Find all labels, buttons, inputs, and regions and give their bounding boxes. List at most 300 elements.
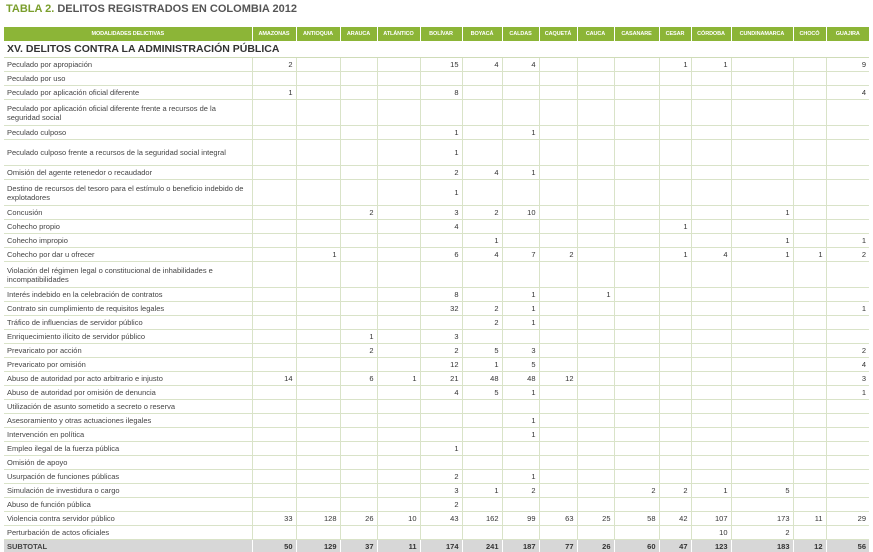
table-cell (659, 358, 691, 372)
table-cell (577, 140, 614, 166)
table-cell (793, 358, 826, 372)
row-label: Perturbación de actos oficiales (4, 526, 252, 540)
row-label: Abuso de autoridad por acto arbitrario e injusto (4, 372, 252, 386)
table-cell (659, 234, 691, 248)
table-cell (539, 220, 577, 234)
table-cell (462, 400, 502, 414)
row-label: Omisión del agente retenedor o recaudador (4, 166, 252, 180)
table-cell (659, 344, 691, 358)
table-cell (377, 234, 420, 248)
table-cell (377, 470, 420, 484)
table-cell: 1 (502, 316, 539, 330)
table-cell (539, 400, 577, 414)
subtotal-cell: 174 (420, 540, 462, 552)
table-cell (340, 526, 377, 540)
table-cell (577, 248, 614, 262)
table-row (4, 330, 869, 344)
table-cell (659, 126, 691, 140)
table-cell (502, 400, 539, 414)
table-cell (296, 498, 340, 512)
table-cell: 11 (793, 512, 826, 526)
table-cell (252, 180, 296, 206)
table-cell (659, 166, 691, 180)
table-cell: 2 (340, 206, 377, 220)
table-cell (462, 526, 502, 540)
table-cell (731, 302, 793, 316)
table-cell: 128 (296, 512, 340, 526)
row-label: Omisión de apoyo (4, 456, 252, 470)
table-cell (659, 526, 691, 540)
table-cell (577, 220, 614, 234)
row-label: Peculado por aplicación oficial diferente frente a recursos de la seguridad social (4, 100, 252, 126)
table-cell: 1 (659, 220, 691, 234)
table-row (4, 526, 869, 540)
table-cell (340, 302, 377, 316)
table-cell (502, 498, 539, 512)
table-cell (691, 456, 731, 470)
table-cell (252, 126, 296, 140)
column-header: GUAJIRA (826, 27, 869, 41)
table-cell (691, 166, 731, 180)
table-cell (577, 386, 614, 400)
table-cell (296, 86, 340, 100)
table-cell (826, 442, 869, 456)
table-cell (577, 470, 614, 484)
table-cell (691, 414, 731, 428)
table-cell (614, 262, 659, 288)
table-cell (731, 140, 793, 166)
table-cell: 21 (420, 372, 462, 386)
table-cell (539, 166, 577, 180)
table-cell: 2 (420, 344, 462, 358)
table-cell: 25 (577, 512, 614, 526)
table-cell (296, 58, 340, 72)
table-cell (731, 72, 793, 86)
table-cell (577, 180, 614, 206)
table-cell (793, 100, 826, 126)
row-label: Destino de recursos del tesoro para el estímulo o beneficio indebido de explotadores (4, 180, 252, 206)
table-cell (731, 288, 793, 302)
table-cell: 162 (462, 512, 502, 526)
table-cell (691, 498, 731, 512)
table-row (4, 288, 869, 302)
table-cell (252, 302, 296, 316)
subtotal-cell: 123 (691, 540, 731, 552)
table-cell (731, 330, 793, 344)
row-label: Violencia contra servidor público (4, 512, 252, 526)
table-cell (462, 442, 502, 456)
table-cell (659, 302, 691, 316)
table-cell (793, 498, 826, 512)
table-cell: 4 (502, 58, 539, 72)
column-header: CESAR (659, 27, 691, 41)
table-cell: 2 (826, 248, 869, 262)
column-header: CAQUETÁ (539, 27, 577, 41)
table-cell: 1 (502, 302, 539, 316)
table-cell (539, 442, 577, 456)
row-label: Cohecho por dar u ofrecer (4, 248, 252, 262)
table-row (4, 58, 869, 72)
table-cell: 4 (420, 386, 462, 400)
table-cell: 10 (377, 512, 420, 526)
column-header: CUNDINAMARCA (731, 27, 793, 41)
table-cell (296, 484, 340, 498)
table-title (6, 3, 297, 19)
table-cell (462, 428, 502, 442)
table-cell (614, 358, 659, 372)
column-header: AMAZONAS (252, 27, 296, 41)
table-cell (539, 302, 577, 316)
table-cell (502, 140, 539, 166)
table-cell: 2 (420, 498, 462, 512)
table-cell (731, 442, 793, 456)
table-row (4, 302, 869, 316)
table-cell (462, 220, 502, 234)
table-cell: 42 (659, 512, 691, 526)
table-cell: 6 (340, 372, 377, 386)
table-cell (731, 262, 793, 288)
table-cell (614, 372, 659, 386)
table-cell (296, 470, 340, 484)
table-cell (793, 386, 826, 400)
table-cell (420, 526, 462, 540)
table-cell (377, 206, 420, 220)
table-cell (377, 498, 420, 512)
table-cell (731, 58, 793, 72)
column-header: CASANARE (614, 27, 659, 41)
table-cell (377, 302, 420, 316)
table-cell (296, 428, 340, 442)
table-cell (614, 414, 659, 428)
table-cell: 4 (420, 220, 462, 234)
table-cell (731, 180, 793, 206)
table-cell (826, 126, 869, 140)
table-cell: 2 (826, 344, 869, 358)
table-cell (659, 428, 691, 442)
table-cell (826, 456, 869, 470)
table-cell: 1 (502, 166, 539, 180)
table-cell: 5 (462, 344, 502, 358)
table-cell (420, 428, 462, 442)
table-cell (691, 400, 731, 414)
table-cell (731, 386, 793, 400)
row-label: Interés indebido en la celebración de contratos (4, 288, 252, 302)
table-cell (659, 86, 691, 100)
table-cell (731, 358, 793, 372)
table-cell (377, 400, 420, 414)
table-cell (539, 344, 577, 358)
table-cell (539, 86, 577, 100)
table-cell (793, 206, 826, 220)
table-cell: 5 (462, 386, 502, 400)
row-label: Peculado culposo (4, 126, 252, 140)
table-cell (296, 386, 340, 400)
table-cell (826, 428, 869, 442)
table-cell: 1 (731, 248, 793, 262)
table-cell (377, 442, 420, 456)
row-label: Contrato sin cumplimiento de requisitos legales (4, 302, 252, 316)
table-cell (614, 442, 659, 456)
table-cell (793, 86, 826, 100)
table-cell (577, 100, 614, 126)
crimes-table (4, 27, 869, 552)
table-cell (659, 456, 691, 470)
table-cell (252, 358, 296, 372)
table-cell (420, 456, 462, 470)
subtotal-cell: 47 (659, 540, 691, 552)
table-cell (614, 206, 659, 220)
subtotal-cell: 60 (614, 540, 659, 552)
table-cell: 1 (420, 180, 462, 206)
column-header: CÓRDOBA (691, 27, 731, 41)
table-cell (252, 140, 296, 166)
table-cell (539, 386, 577, 400)
row-label: Tráfico de influencias de servidor público (4, 316, 252, 330)
table-cell (731, 344, 793, 358)
table-cell (296, 288, 340, 302)
table-cell (502, 86, 539, 100)
table-cell (296, 316, 340, 330)
table-cell (691, 72, 731, 86)
table-cell (577, 330, 614, 344)
table-cell (252, 234, 296, 248)
table-row (4, 220, 869, 234)
column-header: ANTIOQUIA (296, 27, 340, 41)
table-cell (826, 140, 869, 166)
table-cell (577, 400, 614, 414)
table-cell (462, 262, 502, 288)
table-cell (377, 386, 420, 400)
table-cell (691, 358, 731, 372)
row-label: Cohecho propio (4, 220, 252, 234)
table-cell (462, 180, 502, 206)
table-cell (577, 498, 614, 512)
table-cell (793, 302, 826, 316)
table-cell (614, 288, 659, 302)
table-cell (793, 526, 826, 540)
table-cell (826, 220, 869, 234)
table-cell: 6 (420, 248, 462, 262)
table-cell: 7 (502, 248, 539, 262)
table-cell (340, 100, 377, 126)
table-cell (577, 414, 614, 428)
table-cell (793, 330, 826, 344)
table-cell (691, 220, 731, 234)
table-cell: 5 (731, 484, 793, 498)
header-row (4, 27, 869, 41)
table-cell (462, 140, 502, 166)
table-cell: 29 (826, 512, 869, 526)
table-cell (826, 288, 869, 302)
table-cell (340, 248, 377, 262)
table-cell (296, 400, 340, 414)
table-cell (539, 526, 577, 540)
table-cell (577, 262, 614, 288)
table-cell (793, 484, 826, 498)
table-cell (252, 248, 296, 262)
table-cell: 1 (462, 234, 502, 248)
table-cell (659, 262, 691, 288)
table-cell (793, 166, 826, 180)
table-cell (539, 58, 577, 72)
table-cell (614, 498, 659, 512)
subtotal-cell: 50 (252, 540, 296, 552)
table-cell: 1 (502, 428, 539, 442)
table-cell (826, 100, 869, 126)
row-label: Prevaricato por omisión (4, 358, 252, 372)
table-cell (462, 288, 502, 302)
table-cell (793, 442, 826, 456)
subtotal-cell: 56 (826, 540, 869, 552)
table-cell: 1 (377, 372, 420, 386)
table-cell (793, 288, 826, 302)
table-cell: 3 (420, 206, 462, 220)
table-cell (659, 498, 691, 512)
table-cell (826, 166, 869, 180)
table-cell (296, 262, 340, 288)
table-cell (377, 330, 420, 344)
column-header: BOYACÁ (462, 27, 502, 41)
table-cell (614, 456, 659, 470)
table-cell (614, 86, 659, 100)
column-header: BOLÍVAR (420, 27, 462, 41)
row-label: Concusión (4, 206, 252, 220)
table-cell (659, 470, 691, 484)
table-cell: 8 (420, 288, 462, 302)
table-cell (340, 234, 377, 248)
table-cell (462, 72, 502, 86)
table-cell (577, 86, 614, 100)
table-cell (377, 456, 420, 470)
table-cell (691, 372, 731, 386)
column-header-modalidades: MODALIDADES DELICTIVAS (4, 27, 252, 41)
table-cell (539, 498, 577, 512)
table-cell (340, 442, 377, 456)
table-cell (420, 100, 462, 126)
table-cell (252, 344, 296, 358)
table-cell: 1 (731, 206, 793, 220)
table-cell (826, 498, 869, 512)
table-cell (340, 220, 377, 234)
row-label: Simulación de investidura o cargo (4, 484, 252, 498)
table-cell (340, 386, 377, 400)
table-cell: 1 (502, 288, 539, 302)
table-cell (539, 456, 577, 470)
table-cell (659, 372, 691, 386)
table-cell (691, 180, 731, 206)
table-cell (614, 400, 659, 414)
table-cell (502, 262, 539, 288)
table-cell (539, 428, 577, 442)
table-cell (614, 386, 659, 400)
table-cell (659, 330, 691, 344)
table-cell (462, 330, 502, 344)
table-cell (793, 344, 826, 358)
row-label: Peculado por uso (4, 72, 252, 86)
table-cell: 9 (826, 58, 869, 72)
table-cell: 1 (826, 302, 869, 316)
table-cell: 1 (420, 140, 462, 166)
table-row (4, 470, 869, 484)
table-cell (296, 100, 340, 126)
table-cell (377, 140, 420, 166)
table-cell: 48 (462, 372, 502, 386)
table-cell (577, 234, 614, 248)
table-cell: 14 (252, 372, 296, 386)
table-cell: 4 (826, 358, 869, 372)
table-cell (296, 442, 340, 456)
table-cell (614, 330, 659, 344)
table-cell (377, 166, 420, 180)
table-cell (826, 470, 869, 484)
table-cell (577, 456, 614, 470)
table-cell (659, 442, 691, 456)
table-cell (793, 126, 826, 140)
table-cell: 1 (659, 58, 691, 72)
table-cell: 12 (420, 358, 462, 372)
table-cell: 1 (691, 484, 731, 498)
table-cell (377, 344, 420, 358)
table-cell (296, 220, 340, 234)
table-cell (296, 344, 340, 358)
table-cell (793, 72, 826, 86)
table-cell: 2 (462, 316, 502, 330)
table-cell (502, 330, 539, 344)
table-cell: 5 (502, 358, 539, 372)
table-cell (826, 526, 869, 540)
table-row (4, 180, 869, 206)
table-cell: 1 (252, 86, 296, 100)
table-cell (252, 400, 296, 414)
table-cell (539, 330, 577, 344)
table-cell (539, 288, 577, 302)
table-cell: 3 (420, 484, 462, 498)
subtotal-label: SUBTOTAL (4, 540, 252, 552)
table-cell (659, 386, 691, 400)
subtotal-cell: 187 (502, 540, 539, 552)
table-cell: 2 (420, 470, 462, 484)
table-cell (252, 206, 296, 220)
table-cell (340, 484, 377, 498)
table-cell (296, 180, 340, 206)
table-cell (502, 456, 539, 470)
table-cell (539, 316, 577, 330)
table-cell: 4 (462, 166, 502, 180)
table-cell (539, 262, 577, 288)
table-cell (420, 316, 462, 330)
table-cell (252, 288, 296, 302)
table-cell (420, 234, 462, 248)
table-cell (614, 316, 659, 330)
table-cell: 32 (420, 302, 462, 316)
table-cell: 4 (462, 248, 502, 262)
table-cell: 1 (462, 484, 502, 498)
row-label: Abuso de función pública (4, 498, 252, 512)
table-row (4, 316, 869, 330)
table-cell (296, 166, 340, 180)
table-row (4, 372, 869, 386)
row-label: Enriquecimiento ilícito de servidor público (4, 330, 252, 344)
table-cell (502, 234, 539, 248)
table-cell (377, 428, 420, 442)
table-cell (577, 316, 614, 330)
table-body (4, 41, 869, 552)
table-cell: 63 (539, 512, 577, 526)
table-cell (691, 140, 731, 166)
subtotal-cell: 26 (577, 540, 614, 552)
table-cell (731, 316, 793, 330)
table-cell (731, 372, 793, 386)
